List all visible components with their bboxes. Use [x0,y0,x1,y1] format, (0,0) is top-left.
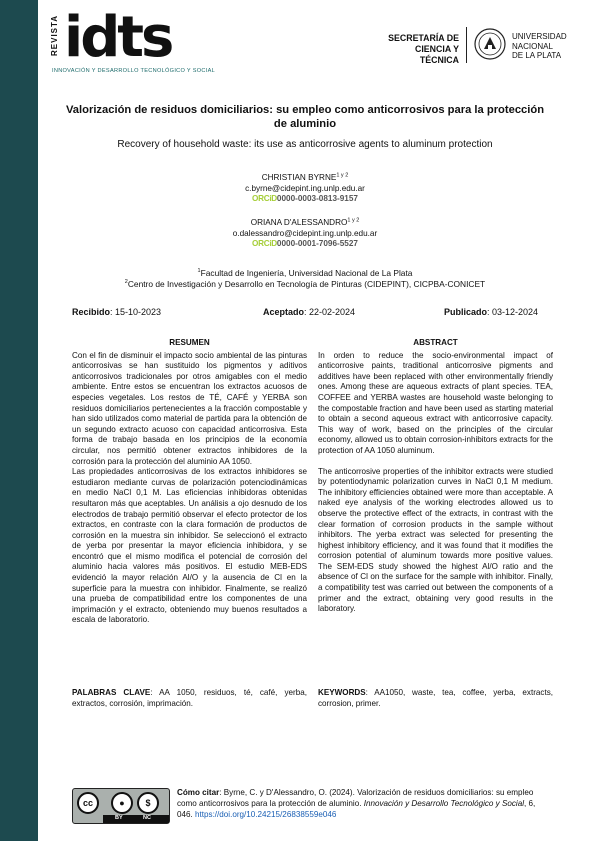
secretaria-line2: CIENCIA Y TÉCNICA [415,44,459,65]
journal-logo-word: idts [64,5,172,70]
university-line2: NACIONAL [512,41,553,51]
university-name [512,32,567,61]
resumen-section [72,338,307,626]
abstract-heading: ABSTRACT [413,338,458,347]
resumen-heading: RESUMEN [169,338,210,347]
secretaria-line1: SECRETARÍA DE [388,33,459,43]
doi-link[interactable]: https://doi.org/10.24215/26838559e046 [195,809,337,819]
journal-revista-label: REVISTA [50,14,59,56]
author-orcid[interactable]: ORCiD0000-0001-7096-5527 [252,239,358,248]
orcid-icon: ORCiD [252,239,277,248]
date-received: Recibido: 15-10-2023 [72,307,162,317]
abstract-section [318,338,553,615]
author-name: CHRISTIAN $BYRNE^{1 y 2}$ [261,172,349,182]
affiliations [60,268,550,290]
resumen-paragraph: Con el fin de disminuir el impacto socio ambiental de las pinturas anticorrosivas se han sustituido los pigmentos y aditivos anticorrosivos tradicionales por otros amigables con el medio ambiente. Entre estos se encuentran los extractos acuosos de especies vegetales. Los restos de TÉ, CAFÉ y YERBA son residuos domiciliarios pertenecientes a la fracción compostable y han sido utilizados como material de partida para la obtención de un segundo extracto acuoso con capacidad anticorrosiva. Esta forma de trabajo basada en los principios de la economía circular, nos permitió obtener extractos inhibidores de la corrosión para la protección del aluminio AA 1050. [72,350,307,466]
abstract-paragraph: The anticorrosive properties of the inhibitor extracts were studied by potentiodynamic polarization curves in NaCl 0,1 M medium. The inhibitory efficiencies obtained were more than acceptable. A naked eye analysis of the working electrodes allowed us to observe the protective effect of the extracts, in contrast with the clear formation of corrosion products in the sample without inhibitors. The yerba extract was selected for presenting the highest inhibitory efficiency, and it was found that it modifies the corrosion potential of aluminum towards more positive values. The SEM-EDS study showed the highest Al/O ratio and the absence of Cl on the surface for the sample with inhibitor. Finally, a compatibility test was carried out between the components of a primer and the extract, obtaining very good results in the laboratory. [318,466,553,614]
university-line3: DE LA PLATA [512,51,562,60]
author-block [140,173,470,205]
author-email[interactable]: o.dalessandro@cidepint.ing.unlp.edu.ar [232,228,378,238]
license-nc: NC [143,815,151,821]
university-line1: UNIVERSIDAD [512,32,567,41]
license-terms [103,815,169,823]
author-orcid[interactable]: ORCiD0000-0003-0813-9157 [252,194,358,203]
palabras-clave: PALABRAS CLAVE: AA 1050, residuos, té, café, yerba, extractos, corrosión, imprimación. [72,688,308,708]
noncommercial-icon: $ [137,792,159,814]
abstract-paragraph: In orden to reduce the socio-environmental impact of anticorrosive paints, traditional anticorrosive pigments and additives have been replaced with other environmentally friendly ones. Among these are aqueous extracts of plant species. TEA, COFFEE and YERBA wastes are household waste belonging to the compostable fraction and have been used as starting material to obtain a second aqueous extract with anticorrosive capacity. This way of work, based on the principles of the circular economy, allowed us to obtain corrosion-inhibitors extracts for the protection of AA 1050 aluminum. [318,350,553,455]
header-divider [466,27,467,63]
citation: Cómo citar: Byrne, C. y D'Alessandro, O. (2024). Valorización de residuos domiciliarios: su empleo como anticorrosivos para la protección de aluminio. Innovación y Desarrollo Tecnológico y Social, 6, 046. https://doi.org/10.24215/26838559e046 [177,788,536,819]
date-accepted: Aceptado: 22-02-2024 [263,307,356,317]
resumen-paragraph: Las propiedades anticorrosivas de los extractos inhibidores se estudiaron mediante curvas de polarización potenciodinámicas en medio NaCl 0,1 M. Las eficiencias inhibidoras obtenidas resultaron más que aceptables. Un análisis a ojo desnudo de los electrodos de trabajo permitió observar el efecto protector de los extractos, en contraste con la clara formación de productos de corrosión en la muestra sin inhibidor. Se seleccionó el extracto de yerba por presentar la mayor eficiencia inhibidora, y se encontró que el mismo modifica el potencial de corrosión del aluminio hacia valores más positivos. El estudio MEB-EDS evidenció la mayor relación Al/O y la ausencia de Cl en la superficie para la muestra con inhibidor. Finalmente, se realizó una prueba de compatibilidad entre los componentes de una imprimación y el extracto, obteniendo muy buenos resultados a escala de laboratorio. [72,467,307,625]
license-by: BY [115,815,123,821]
affiliation: $^1$Facultad de Ingeniería, Universidad Nacional de La Plata [197,268,413,278]
author-email[interactable]: c.byrne@cidepint.ing.unlp.edu.ar [245,183,365,193]
paper-title: Valorización de residuos domiciliarios: su empleo como anticorrosivos para la protección de aluminio [65,104,545,130]
affiliation: $^2$Centro de Investigación y Desarrollo en Tecnología de Pinturas (CIDEPINT), CICPBA-CONICET [124,279,486,289]
author-name: ORIANA $D'ALESSANDRO^{1 y 2}$ [250,217,360,227]
left-color-band [0,0,38,841]
orcid-icon: ORCiD [252,194,277,203]
secretaria-label [377,33,459,66]
author-block [140,218,470,250]
cc-license-badge[interactable] [72,788,170,824]
university-seal-icon [474,28,506,60]
journal-logo [50,5,267,78]
cc-icon: cc [77,792,99,814]
attribution-icon: ● [111,792,133,814]
keywords: KEYWORDS: AA1050, waste, tea, coffee, yerba, extracts, corrosion, primer. [318,688,553,708]
date-published: Publicado: 03-12-2024 [444,307,539,317]
journal-subtitle: INNOVACIÓN Y DESARROLLO TECNOLÓGICO Y SOCIAL [52,68,216,74]
paper-title-english: Recovery of household waste: its use as anticorrosive agents to aluminum protection [117,139,493,150]
